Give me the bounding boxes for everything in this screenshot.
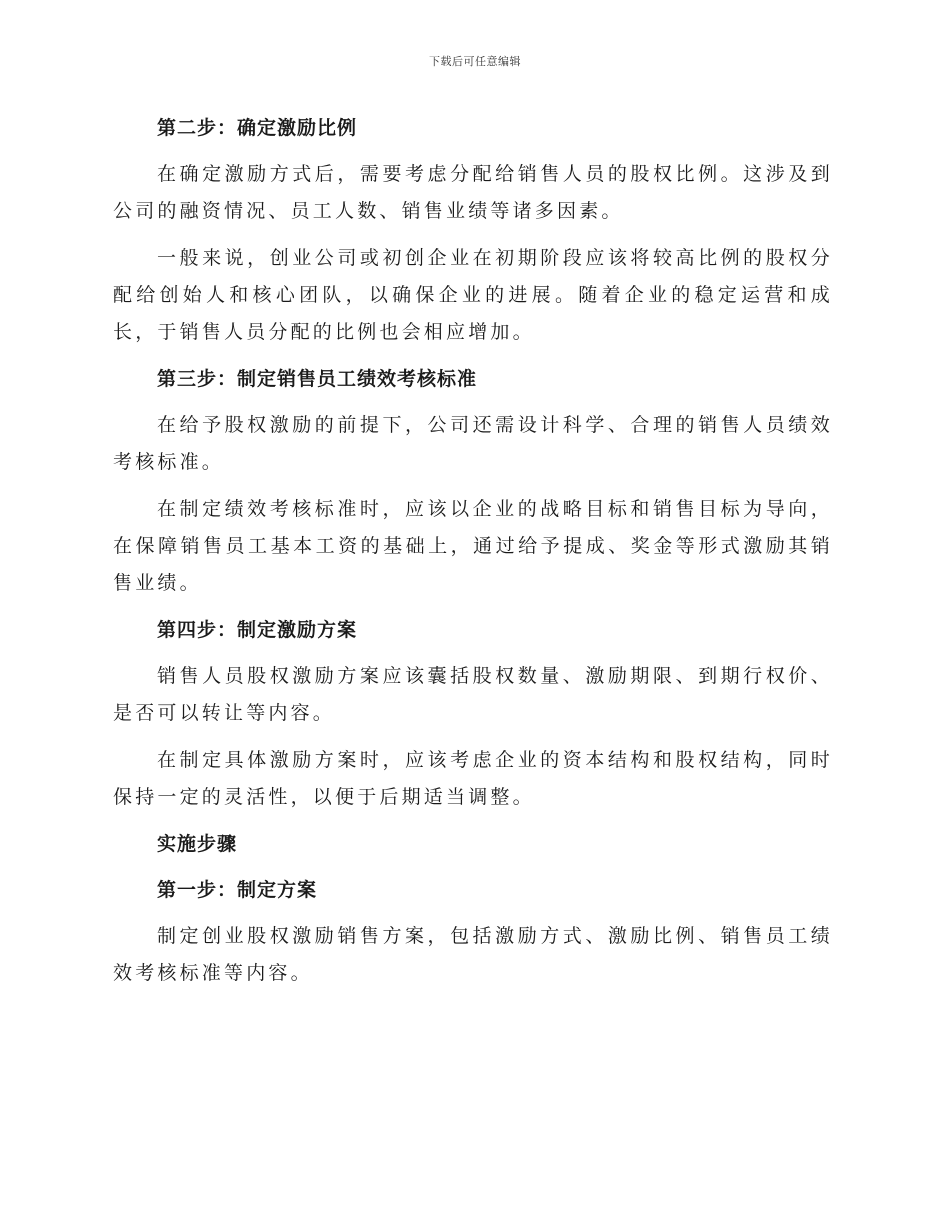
section-heading-step-3: 第三步：制定销售员工绩效考核标准: [157, 368, 478, 390]
section-heading-step-1: 第一步：制定方案: [157, 879, 318, 901]
section-heading-step-2: 第二步：确定激励比例: [157, 117, 358, 139]
page-header: 下载后可任意编辑: [429, 55, 521, 68]
paragraph: 制定创业股权激励销售方案，包括激励方式、激励比例、销售员工绩效考核标准等内容。: [113, 925, 833, 984]
paragraph: 在制定具体激励方案时，应该考虑企业的资本结构和股权结构，同时保持一定的灵活性，以便于后期适当调整。: [113, 749, 833, 808]
paragraph: 一般来说，创业公司或初创企业在初期阶段应该将较高比例的股权分配给创始人和核心团队，以确保企业的进展。随着企业的稳定运营和成长，于销售人员分配的比例也会相应增加。: [113, 247, 833, 343]
section-heading-step-4: 第四步：制定激励方案: [157, 619, 358, 641]
paragraph: 销售人员股权激励方案应该囊括股权数量、激励期限、到期行权价、是否可以转让等内容。: [113, 665, 833, 724]
paragraph: 在给予股权激励的前提下，公司还需设计科学、合理的销售人员绩效考核标准。: [113, 414, 833, 473]
document-body: [113, 110, 833, 1002]
section-heading-implementation: 实施步骤: [157, 833, 238, 855]
paragraph: 在制定绩效考核标准时，应该以企业的战略目标和销售目标为导向，在保障销售员工基本工资的基础上，通过给予提成、奖金等形式激励其销售业绩。: [113, 498, 833, 594]
paragraph: 在确定激励方式后，需要考虑分配给销售人员的股权比例。这涉及到公司的融资情况、员工人数、销售业绩等诸多因素。: [113, 163, 833, 222]
